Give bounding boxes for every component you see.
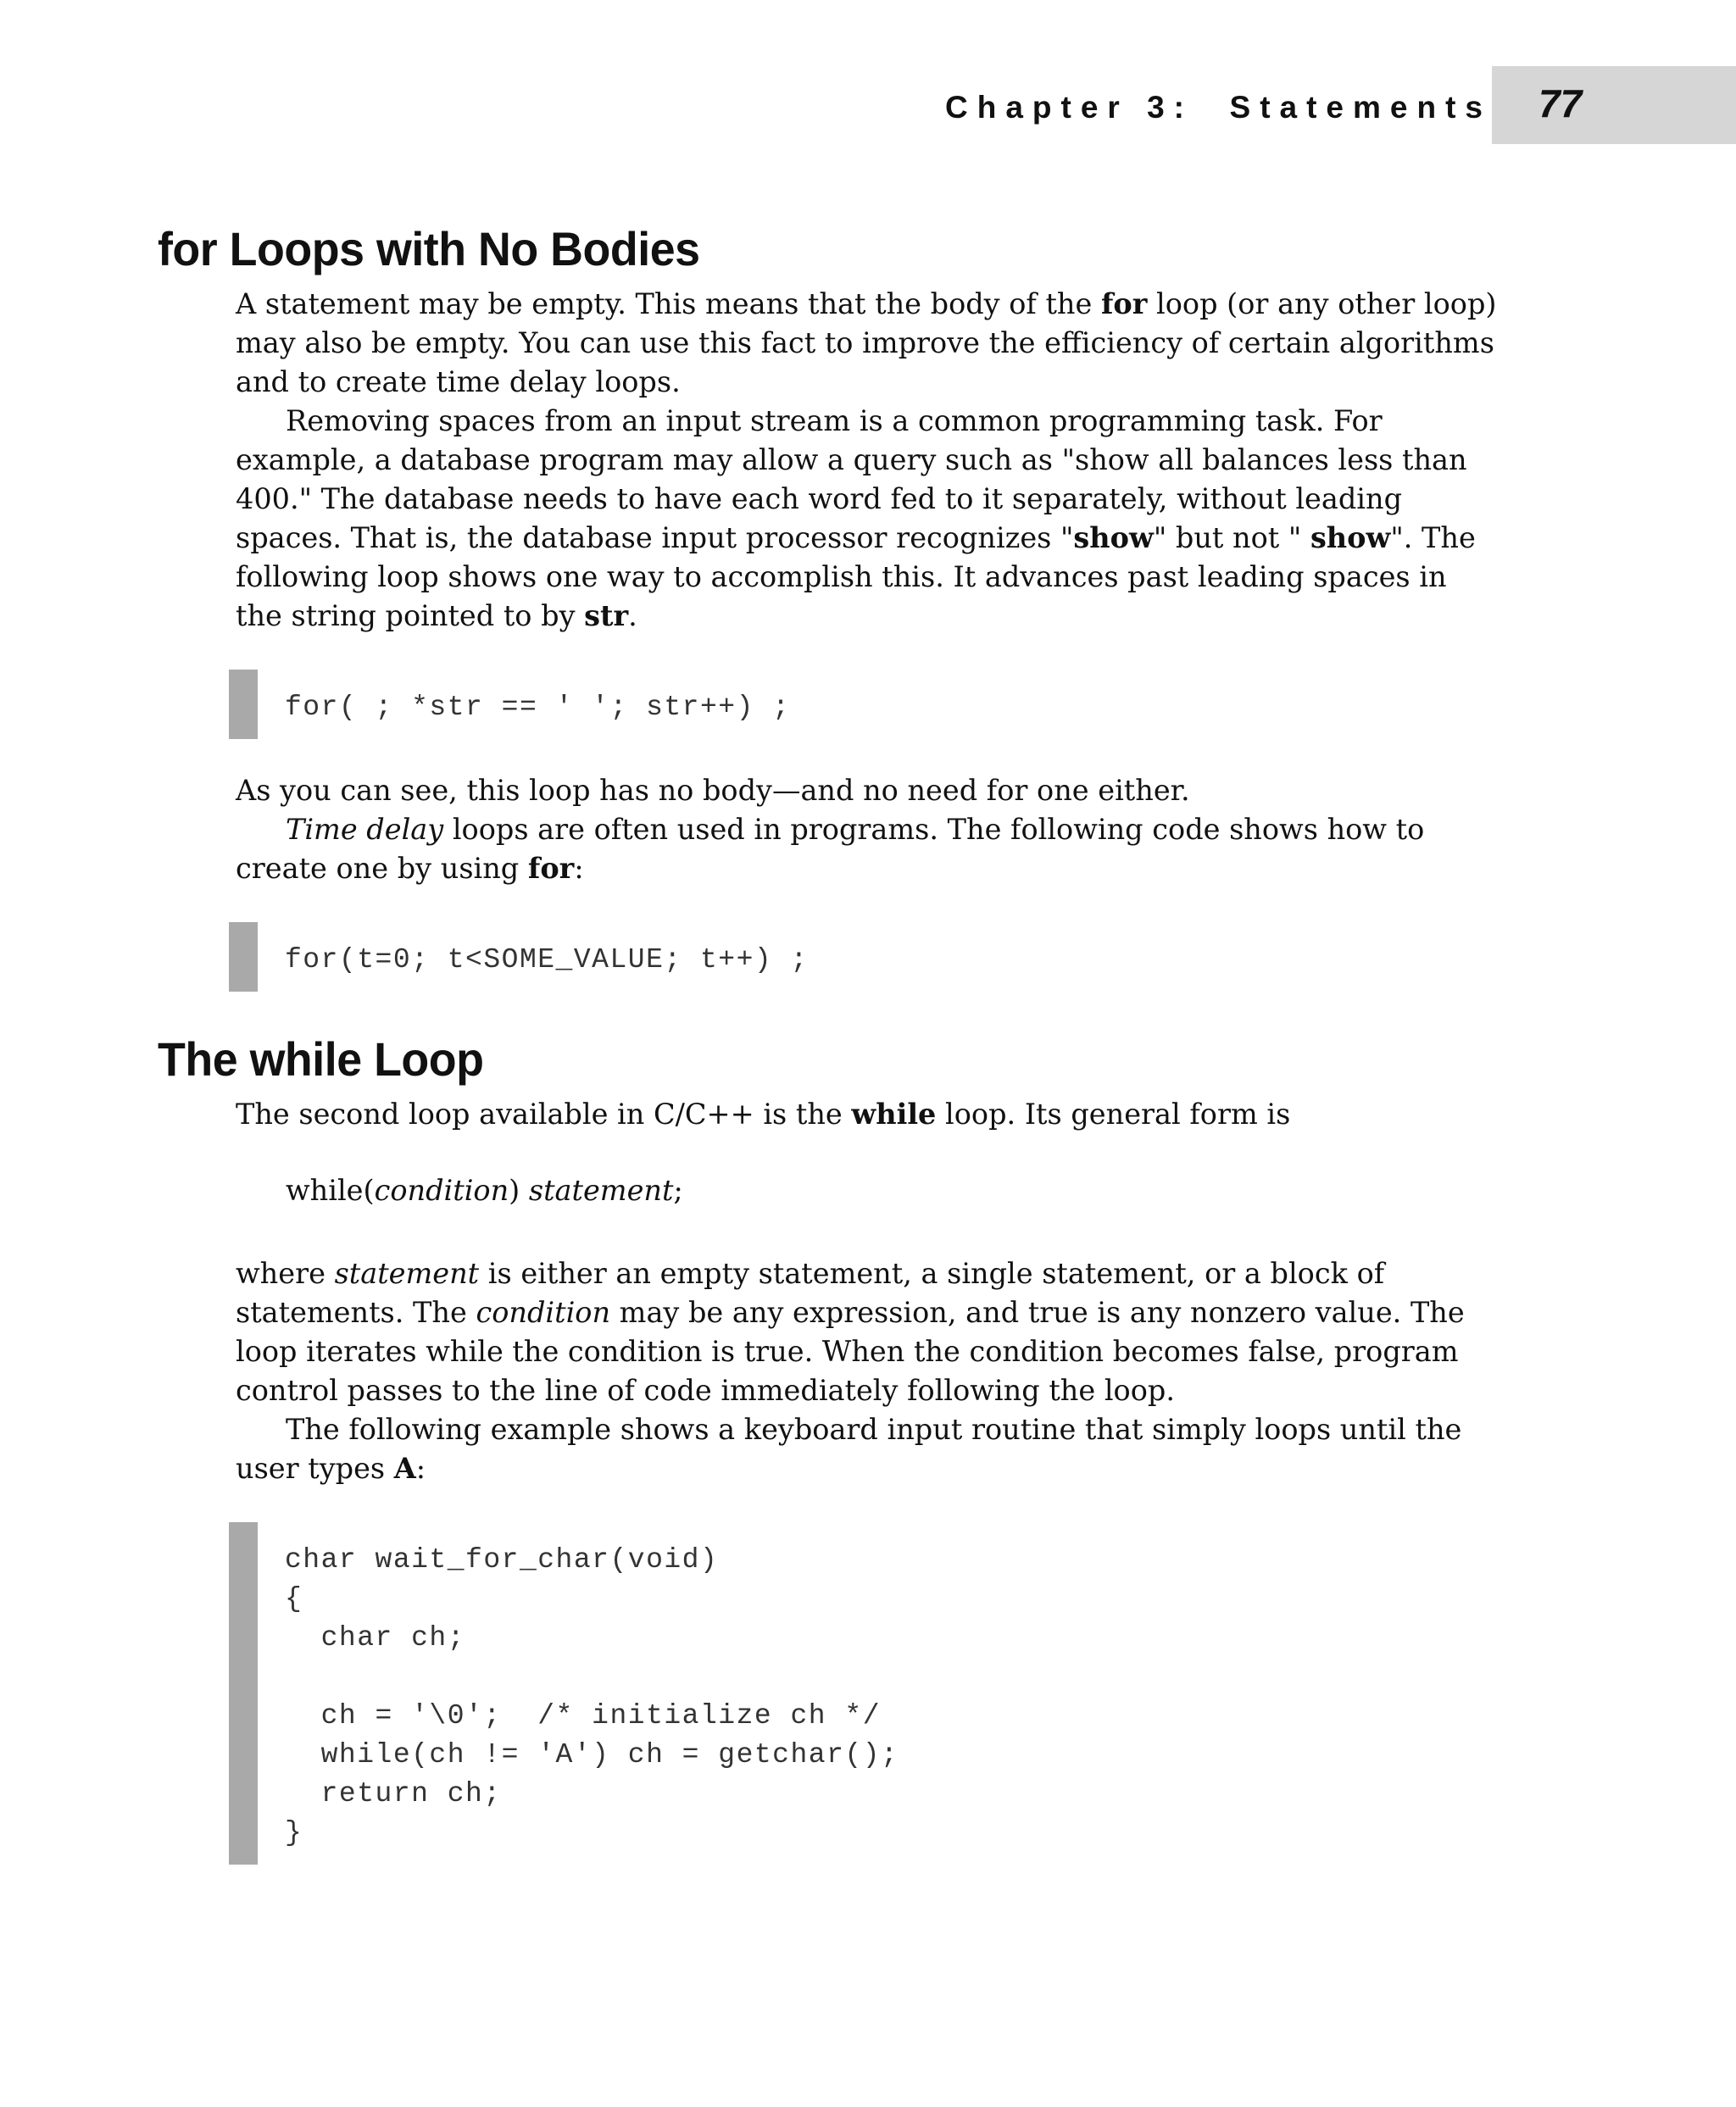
code-margin-bar — [229, 670, 258, 739]
paragraph — [236, 285, 1499, 402]
code-block — [229, 1522, 1497, 1865]
code-line — [285, 1658, 1497, 1697]
bold-keyword: show — [1310, 521, 1391, 554]
page-content — [158, 214, 1497, 1897]
italic-term: statement — [334, 1257, 480, 1290]
code-margin-bar — [229, 922, 258, 992]
code-block — [229, 922, 1497, 992]
code-line: for( ; *str == ' '; str++) ; — [285, 692, 791, 723]
page-number: 77 — [1538, 81, 1583, 125]
text-run: A statement may be empty. This means that the body of the — [236, 287, 1101, 320]
text-run: loop (or any other loop) may also be empty. You can use this fact to improve the efficiency of certain algorithms and to create time delay loops. — [236, 287, 1497, 398]
text-run: : — [574, 852, 584, 885]
code-margin-bar — [229, 1522, 258, 1865]
running-head-text: Chapter 3: Statements — [945, 90, 1492, 125]
text-run: may be any expression, and true is any nonzero value. The loop iterates while the condition is true. When the condition becomes false, program control passes to the line of code immediately following the loop. — [236, 1296, 1465, 1407]
text-run: The second loop available in C/C++ is the — [236, 1098, 852, 1131]
code-line: ch = '\0'; /* initialize ch */ — [285, 1700, 882, 1732]
text-run: ". The following loop shows one way to accomplish this. It advances past leading spaces in the string pointed to by — [236, 521, 1476, 632]
paragraph — [236, 1254, 1499, 1410]
paragraph — [236, 402, 1499, 636]
bold-keyword: show — [1073, 521, 1154, 554]
text-run: " but not " — [1153, 521, 1310, 554]
bold-keyword: for — [527, 852, 575, 885]
section-title-while-loop: The while Loop — [158, 1032, 484, 1086]
code-line: while(ch != 'A') ch = getchar(); — [285, 1739, 899, 1771]
paragraph — [236, 1095, 1499, 1134]
text-run: where — [236, 1257, 335, 1290]
bold-keyword: for — [1100, 287, 1148, 320]
text-run: ) — [509, 1174, 529, 1207]
paragraph — [236, 1410, 1499, 1488]
bold-keyword: A — [393, 1452, 416, 1485]
italic-term: condition — [476, 1296, 611, 1329]
section-title-for-loops: for Loops with No Bodies — [158, 222, 700, 275]
text-run: while( — [286, 1174, 375, 1207]
code-line: return ch; — [285, 1778, 502, 1810]
code-line: } — [285, 1817, 303, 1848]
text-run: loop. Its general form is — [936, 1098, 1291, 1131]
italic-term: Time delay — [286, 813, 444, 846]
text-run: The following example shows a keyboard input routine that simply loops until the user types — [236, 1413, 1462, 1485]
page-number-tab — [1492, 66, 1736, 144]
running-head — [0, 66, 1492, 151]
text-run: ; — [673, 1174, 683, 1207]
text-run: loops are often used in programs. The following code shows how to create one by using — [236, 813, 1425, 885]
text-run: is either an empty statement, a single statement, or a block of statements. The — [236, 1257, 1385, 1329]
paragraph — [236, 810, 1499, 888]
code-line: char wait_for_char(void) — [285, 1544, 719, 1576]
italic-term: statement — [528, 1174, 674, 1207]
text-run: . — [628, 599, 637, 632]
text-run: : — [415, 1452, 426, 1485]
paragraph: As you can see, this loop has no body—and no need for one either. — [236, 774, 1190, 807]
bold-keyword: while — [851, 1098, 937, 1131]
code-block — [229, 670, 1497, 739]
code-line: { — [285, 1583, 303, 1615]
italic-term: condition — [374, 1174, 509, 1207]
code-line: char ch; — [285, 1622, 466, 1654]
bold-keyword: str — [584, 599, 629, 632]
general-form — [286, 1171, 1497, 1210]
code-line: for(t=0; t<SOME_VALUE; t++) ; — [285, 944, 809, 976]
text-run: Removing spaces from an input stream is a common programming task. For example, a database program may allow a query such as "show all balances less than 400." The database needs to have each word fed to it separately, without leading spaces. That is, the database input processor recognizes " — [236, 404, 1467, 554]
